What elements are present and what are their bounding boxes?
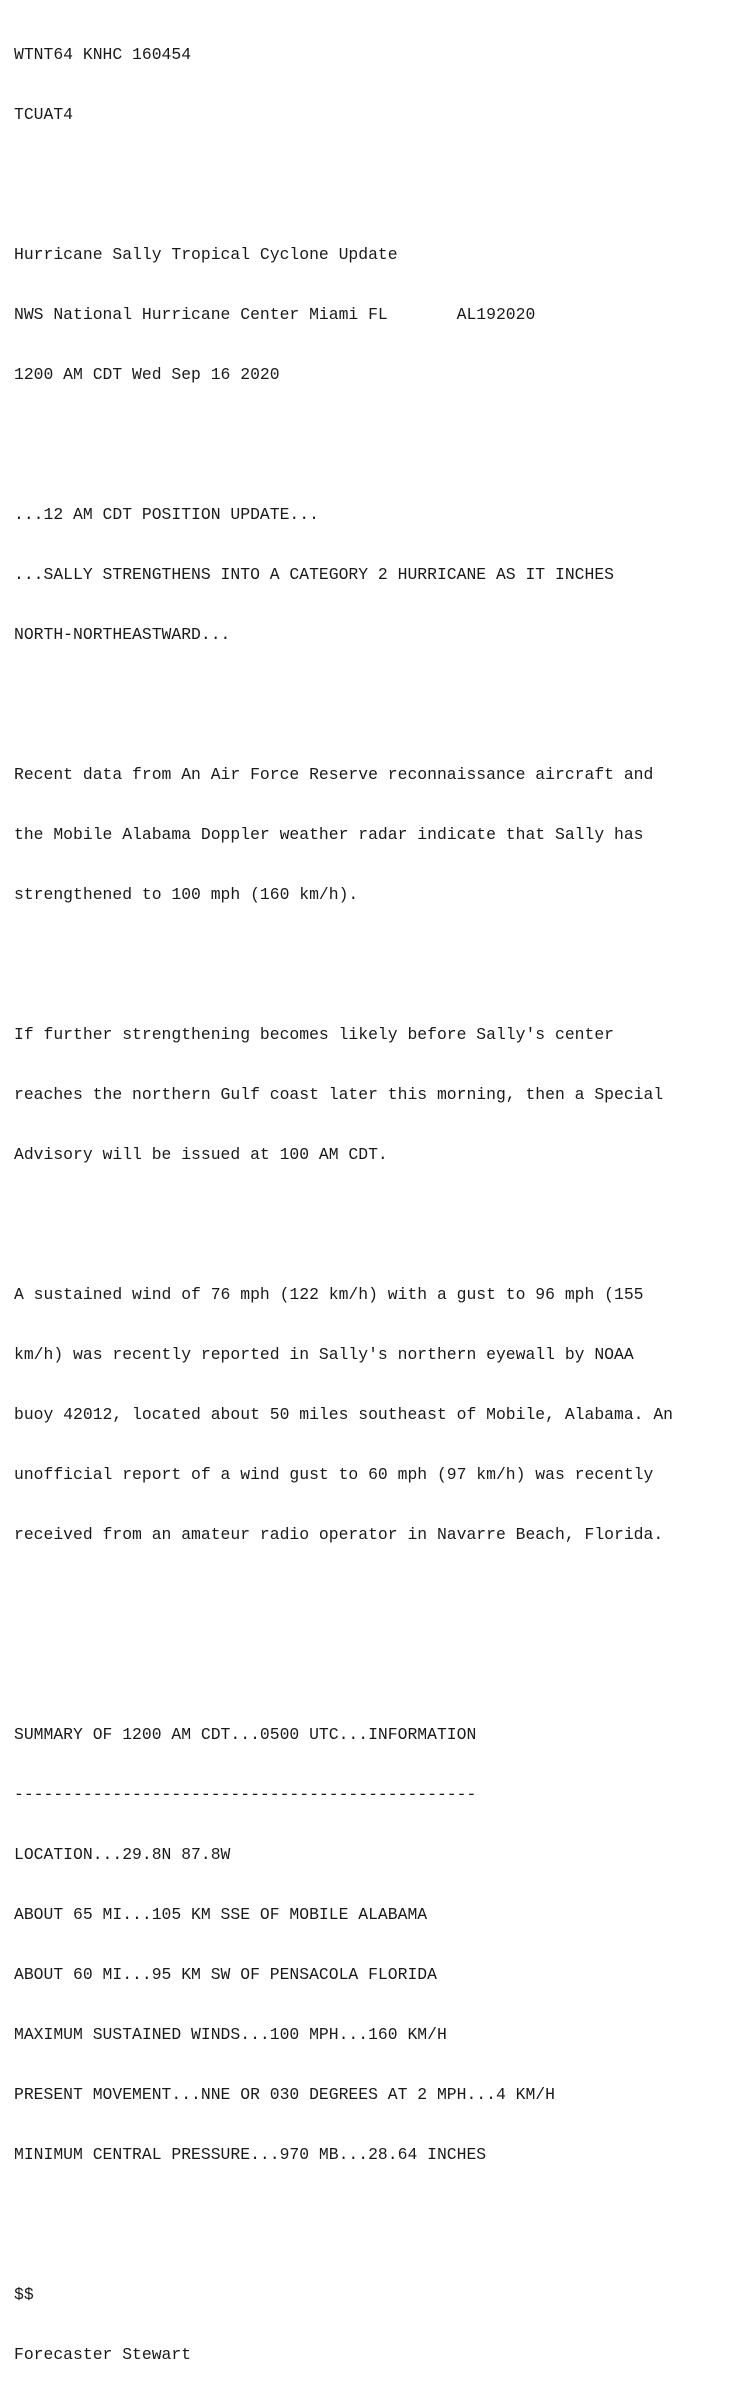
paragraph-3-line: buoy 42012, located about 50 miles southeast of Mobile, Alabama. An [14, 1405, 674, 1424]
summary-distance-mobile: ABOUT 65 MI...105 KM SSE OF MOBILE ALABAMA [14, 1905, 428, 1924]
paragraph-1-line: strengthened to 100 mph (160 km/h). [14, 885, 359, 904]
paragraph-1-line: Recent data from An Air Force Reserve reconnaissance aircraft and [14, 765, 654, 784]
spacer [14, 1585, 740, 1605]
spacer [14, 945, 740, 965]
paragraph-3-line: km/h) was recently reported in Sally's northern eyewall by NOAA [14, 1345, 634, 1364]
end-marker: $$ [14, 2285, 34, 2304]
issue-time: 1200 AM CDT Wed Sep 16 2020 [14, 365, 280, 384]
summary-distance-pensacola: ABOUT 60 MI...95 KM SW OF PENSACOLA FLORIDA [14, 1965, 437, 1984]
summary-max-winds: MAXIMUM SUSTAINED WINDS...100 MPH...160 KM/H [14, 2025, 447, 2044]
spacer [14, 685, 740, 705]
forecaster-signature: Forecaster Stewart [14, 2345, 192, 2364]
paragraph-3-line: A sustained wind of 76 mph (122 km/h) with a gust to 96 mph (155 [14, 1285, 644, 1304]
issuing-office: NWS National Hurricane Center Miami FL AL192020 [14, 305, 536, 324]
summary-rule: ----------------------------------------------- [14, 1785, 477, 1804]
spacer [14, 1645, 740, 1665]
paragraph-3-line: received from an amateur radio operator in Navarre Beach, Florida. [14, 1525, 664, 1544]
spacer [14, 425, 740, 445]
product-title: Hurricane Sally Tropical Cyclone Update [14, 245, 398, 264]
paragraph-2-line: reaches the northern Gulf coast later this morning, then a Special [14, 1085, 664, 1104]
paragraph-1-line: the Mobile Alabama Doppler weather radar indicate that Sally has [14, 825, 644, 844]
headline-main: ...SALLY STRENGTHENS INTO A CATEGORY 2 HURRICANE AS IT INCHES [14, 565, 614, 584]
paragraph-2-line: If further strengthening becomes likely before Sally's center [14, 1025, 614, 1044]
wmo-header: WTNT64 KNHC 160454 [14, 45, 192, 64]
spacer [14, 165, 740, 185]
paragraph-2-line: Advisory will be issued at 100 AM CDT. [14, 1145, 388, 1164]
summary-location: LOCATION...29.8N 87.8W [14, 1845, 231, 1864]
paragraph-3-line: unofficial report of a wind gust to 60 mph (97 km/h) was recently [14, 1465, 654, 1484]
headline-main-continued: NORTH-NORTHEASTWARD... [14, 625, 231, 644]
summary-pressure: MINIMUM CENTRAL PRESSURE...970 MB...28.64 INCHES [14, 2145, 487, 2164]
spacer [14, 2205, 740, 2225]
summary-heading: SUMMARY OF 1200 AM CDT...0500 UTC...INFORMATION [14, 1725, 477, 1744]
headline-position-update: ...12 AM CDT POSITION UPDATE... [14, 505, 319, 524]
awips-id: TCUAT4 [14, 105, 74, 124]
advisory-document [14, 5, 740, 2385]
spacer [14, 1205, 740, 1225]
summary-movement: PRESENT MOVEMENT...NNE OR 030 DEGREES AT 2 MPH...4 KM/H [14, 2085, 555, 2104]
